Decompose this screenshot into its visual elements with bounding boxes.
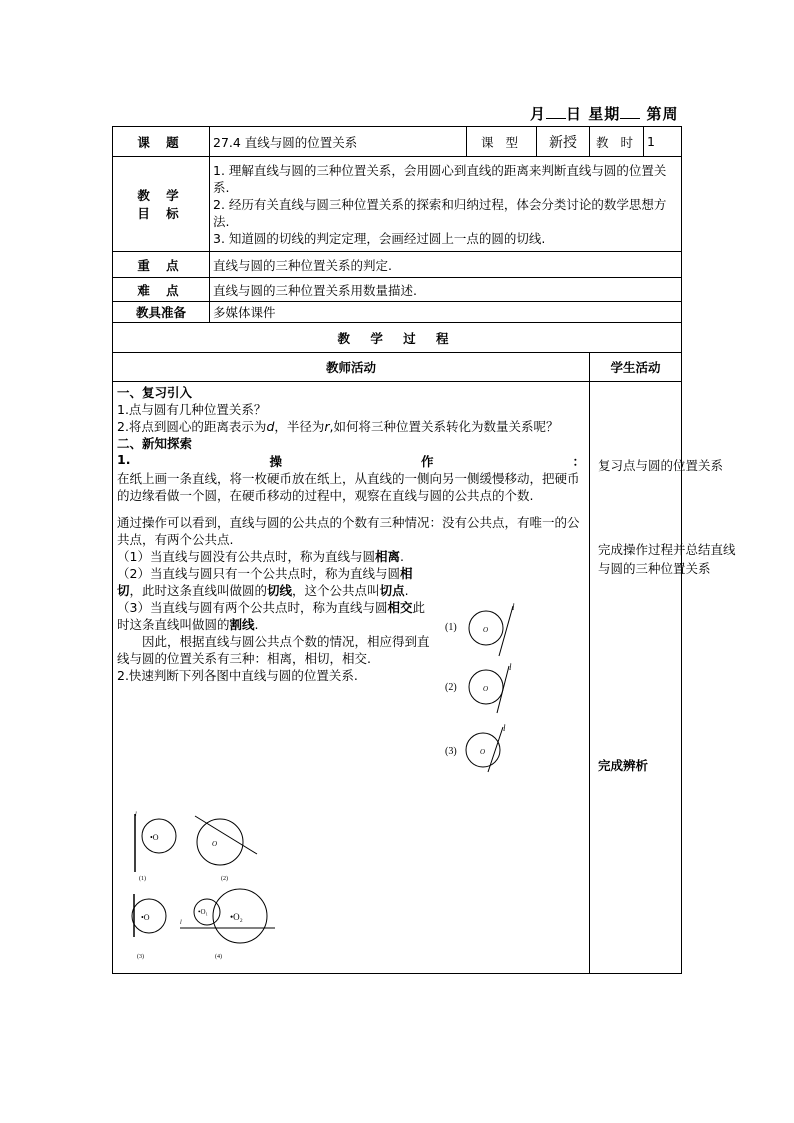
goal-item: 3. 知道圆的切线的判定定理，会画经过圆上一点的圆的切线. bbox=[213, 230, 546, 246]
exercise-figures bbox=[125, 810, 285, 965]
exercise-figure-4 bbox=[180, 889, 275, 960]
svg-text:l: l bbox=[180, 920, 182, 926]
exercise-figure-3 bbox=[132, 894, 166, 960]
summary-text: 因此，根据直线与圆公共点个数的情况，相应得到直线与圆的位置关系有三种：相离，相切，相交. bbox=[117, 634, 430, 666]
section-explore: 二、新知探索 bbox=[117, 436, 193, 451]
svg-text:l: l bbox=[503, 723, 506, 733]
student-activity bbox=[590, 382, 736, 974]
type-label: 课 型 bbox=[467, 127, 537, 157]
cases-text bbox=[117, 548, 435, 667]
svg-text:(3): (3) bbox=[137, 954, 144, 960]
section-review: 一、复习引入 bbox=[117, 385, 193, 400]
position-relations-figure bbox=[443, 600, 523, 775]
question-3: 2.快速判断下列各图中直线与圆的位置关系. bbox=[117, 668, 358, 683]
case-2: （2）当直线与圆只有一个公共点时，称为直线与圆相切，此时这条直线叫做圆的切线，这个公共点叫切点. bbox=[117, 566, 413, 598]
exercise-figure-1 bbox=[135, 812, 176, 882]
lesson-plan-table bbox=[112, 126, 736, 974]
exercise-figure-2 bbox=[195, 816, 257, 882]
student-note-3: 完成辨析 bbox=[598, 758, 649, 773]
tools-value: 多媒体课件 bbox=[210, 302, 682, 323]
svg-text:(2): (2) bbox=[445, 682, 457, 693]
key-label: 重 点 bbox=[113, 252, 210, 278]
student-note-1: 复习点与圆的位置关系 bbox=[598, 458, 724, 473]
svg-text:O: O bbox=[212, 840, 218, 848]
teacher-activity bbox=[113, 382, 590, 974]
svg-text:l: l bbox=[135, 812, 137, 818]
teacher-activity-head: 教师活动 bbox=[113, 353, 590, 382]
topic-label: 课 题 bbox=[113, 127, 210, 157]
date-line: 月 日 星期 第周 bbox=[530, 105, 679, 123]
svg-text:•O₁: •O₁ bbox=[198, 908, 208, 916]
difficult-value: 直线与圆的三种位置关系用数量描述. bbox=[210, 278, 682, 302]
key-value: 直线与圆的三种位置关系的判定. bbox=[210, 252, 682, 278]
svg-text:O: O bbox=[483, 626, 489, 634]
tools-label: 教具准备 bbox=[113, 302, 210, 323]
svg-text:O: O bbox=[480, 748, 486, 756]
type-value: 新授 bbox=[537, 127, 590, 157]
svg-text:(2): (2) bbox=[221, 876, 228, 882]
question-1: 1.点与圆有几种位置关系？ bbox=[117, 402, 267, 417]
figure-tangent bbox=[445, 662, 512, 713]
svg-text:(1): (1) bbox=[445, 622, 457, 633]
hours-value: 1 bbox=[644, 127, 682, 157]
case-3: （3）当直线与圆有两个公共点时，称为直线与圆相交此时这条直线叫做圆的割线. bbox=[117, 600, 425, 632]
difficult-label: 难 点 bbox=[113, 278, 210, 302]
svg-text:(4): (4) bbox=[215, 954, 222, 960]
goal-item: 2. 经历有关直线与圆三种位置关系的探索和归纳过程，体会分类讨论的数学思想方法. bbox=[213, 196, 667, 229]
goals-content bbox=[210, 157, 682, 252]
svg-text:•O₂: •O₂ bbox=[230, 912, 243, 922]
topic-value: 27.4 直线与圆的位置关系 bbox=[210, 127, 467, 157]
operation-heading: 1. 操 作 ： bbox=[117, 452, 585, 469]
case-1: （1）当直线与圆没有公共点时，称为直线与圆相离. bbox=[117, 549, 404, 564]
student-activity-head: 学生活动 bbox=[590, 353, 682, 382]
goals-label: 教 学 目 标 bbox=[113, 157, 210, 252]
figure-intersect bbox=[445, 723, 506, 772]
svg-text:l: l bbox=[509, 662, 512, 672]
svg-text:(3): (3) bbox=[445, 746, 457, 757]
svg-text:•O: •O bbox=[141, 913, 150, 922]
question-2: 2.将点到圆心的距离表示为d，半径为r,如何将三种位置关系转化为数量关系呢？ bbox=[117, 419, 559, 434]
svg-text:l: l bbox=[512, 602, 515, 612]
svg-text:O: O bbox=[483, 685, 489, 693]
observation-text: 通过操作可以看到，直线与圆的公共点的个数有三种情况：没有公共点，有唯一的公共点，有两个公共点. bbox=[117, 515, 580, 547]
svg-text:•O: •O bbox=[150, 833, 159, 842]
svg-text:(1): (1) bbox=[139, 876, 146, 882]
process-title: 教 学 过 程 bbox=[113, 323, 682, 353]
figure-separate bbox=[445, 602, 515, 656]
hours-label: 教 时 bbox=[590, 127, 644, 157]
goal-item: 1. 理解直线与圆的三种位置关系，会用圆心到直线的距离来判断直线与圆的位置关系. bbox=[213, 162, 667, 195]
operation-text: 在纸上画一条直线，将一枚硬币放在纸上，从直线的一侧向另一侧缓慢移动，把硬币的边缘看做一个圆，在硬币移动的过程中，观察在直线与圆的公共点的个数. bbox=[117, 471, 580, 503]
student-note-2: 完成操作过程并总结直线与圆的三种位置关系 bbox=[598, 542, 736, 576]
